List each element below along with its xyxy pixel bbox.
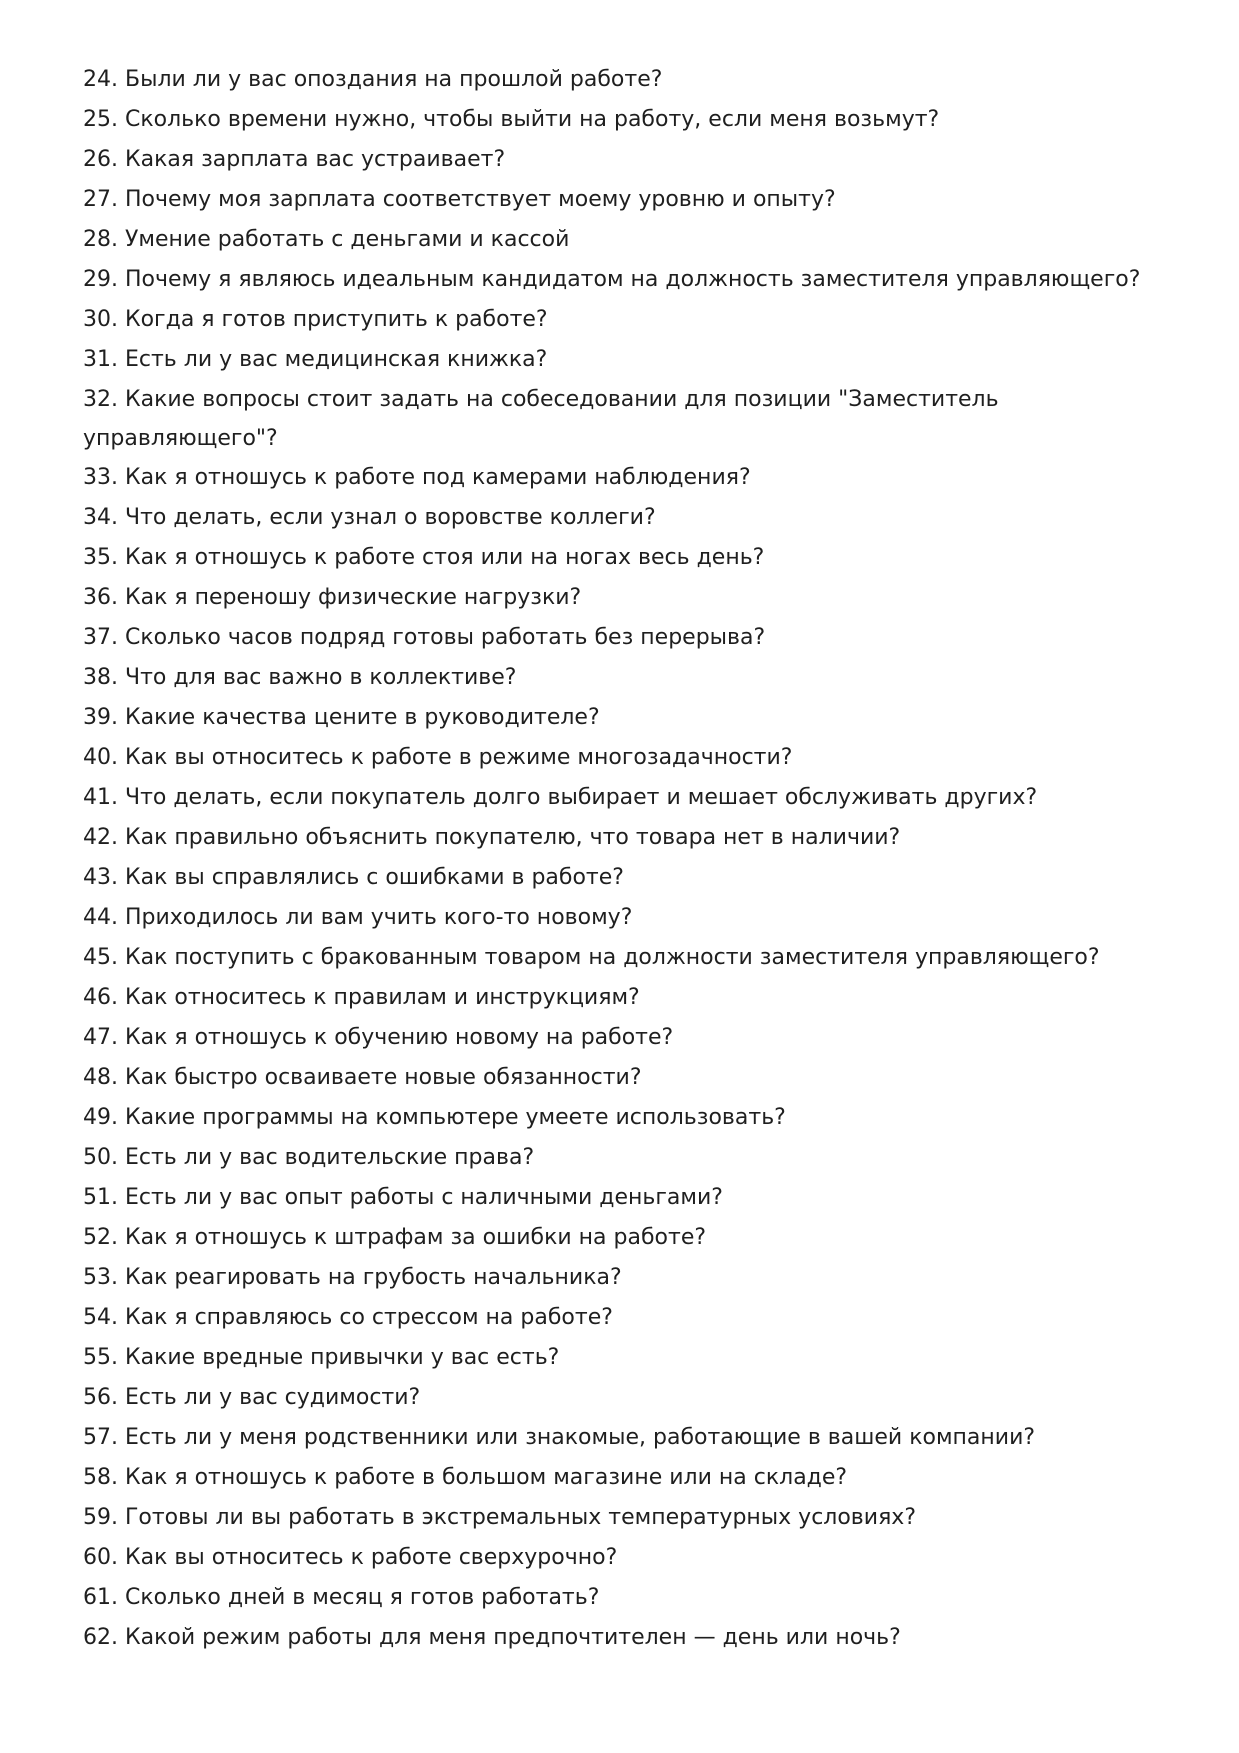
list-item: 28. Умение работать с деньгами и кассой <box>83 227 570 252</box>
list-item: 58. Как я отношусь к работе в большом магазине или на складе? <box>83 1465 848 1490</box>
list-item: 38. Что для вас важно в коллективе? <box>83 665 517 690</box>
list-item: 36. Как я переношу физические нагрузки? <box>83 585 582 610</box>
list-item: 33. Как я отношусь к работе под камерами наблюдения? <box>83 465 751 490</box>
list-item: 57. Есть ли у меня родственники или знакомые, работающие в вашей компании? <box>83 1425 1036 1450</box>
list-item: 46. Как относитесь к правилам и инструкциям? <box>83 985 640 1010</box>
list-item: 34. Что делать, если узнал о воровстве коллеги? <box>83 505 656 530</box>
list-item: 24. Были ли у вас опоздания на прошлой работе? <box>83 67 663 92</box>
list-item: 35. Как я отношусь к работе стоя или на ногах весь день? <box>83 545 765 570</box>
list-item: 56. Есть ли у вас судимости? <box>83 1385 421 1410</box>
list-item: 51. Есть ли у вас опыт работы с наличными деньгами? <box>83 1185 723 1210</box>
list-item: 61. Сколько дней в месяц я готов работать? <box>83 1585 600 1610</box>
list-item: 48. Как быстро осваиваете новые обязанности? <box>83 1065 642 1090</box>
list-item: 53. Как реагировать на грубость начальника? <box>83 1265 622 1290</box>
list-item: 44. Приходилось ли вам учить кого-то новому? <box>83 905 633 930</box>
list-item: 45. Как поступить с бракованным товаром на должности заместителя управляющего? <box>83 945 1100 970</box>
list-item: 31. Есть ли у вас медицинская книжка? <box>83 347 548 372</box>
list-item: 29. Почему я являюсь идеальным кандидатом на должность заместителя управляющего? <box>83 267 1141 292</box>
list-item: 26. Какая зарплата вас устраивает? <box>83 147 506 172</box>
list-item: 39. Какие качества цените в руководителе? <box>83 705 600 730</box>
question-list <box>83 60 1163 1658</box>
list-item: 25. Сколько времени нужно, чтобы выйти на работу, если меня возьмут? <box>83 107 940 132</box>
list-item: 42. Как правильно объяснить покупателю, что товара нет в наличии? <box>83 825 901 850</box>
list-item: 27. Почему моя зарплата соответствует моему уровню и опыту? <box>83 187 836 212</box>
list-item: 52. Как я отношусь к штрафам за ошибки на работе? <box>83 1225 707 1250</box>
list-item: 55. Какие вредные привычки у вас есть? <box>83 1345 560 1370</box>
list-item: 60. Как вы относитесь к работе сверхурочно? <box>83 1545 618 1570</box>
list-item: 43. Как вы справлялись с ошибками в работе? <box>83 865 624 890</box>
list-item: 50. Есть ли у вас водительские права? <box>83 1145 535 1170</box>
list-item: 40. Как вы относитесь к работе в режиме многозадачности? <box>83 745 793 770</box>
list-item: 54. Как я справляюсь со стрессом на работе? <box>83 1305 613 1330</box>
list-item: 62. Какой режим работы для меня предпочтителен — день или ночь? <box>83 1625 901 1650</box>
list-item: 30. Когда я готов приступить к работе? <box>83 307 548 332</box>
list-item: 59. Готовы ли вы работать в экстремальных температурных условиях? <box>83 1505 917 1530</box>
list-item: 49. Какие программы на компьютере умеете использовать? <box>83 1105 786 1130</box>
list-item: 41. Что делать, если покупатель долго выбирает и мешает обслуживать других? <box>83 785 1038 810</box>
list-item: 47. Как я отношусь к обучению новому на работе? <box>83 1025 674 1050</box>
list-item: 32. Какие вопросы стоит задать на собеседовании для позиции "Заместитель управляющего"? <box>83 387 999 451</box>
list-item: 37. Сколько часов подряд готовы работать без перерыва? <box>83 625 766 650</box>
